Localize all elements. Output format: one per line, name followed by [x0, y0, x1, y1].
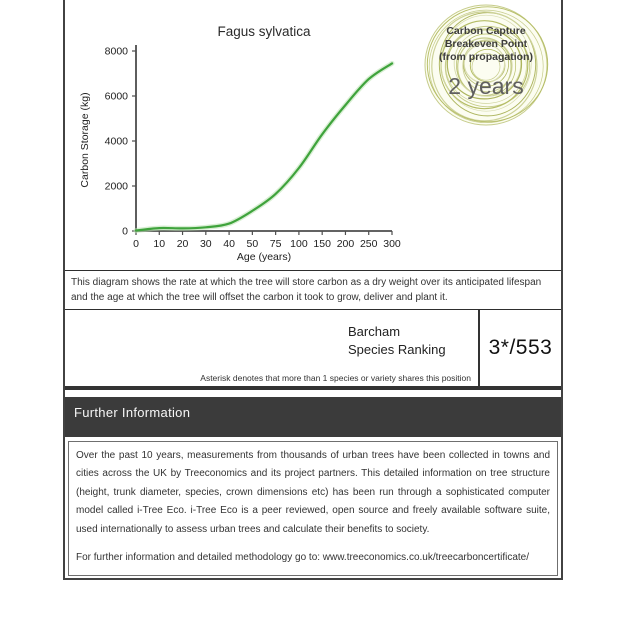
svg-text:200: 200 — [336, 238, 355, 250]
svg-text:2000: 2000 — [104, 180, 128, 193]
ranking-asterisk-note: Asterisk denotes that more than 1 species or variety shares this position — [200, 373, 471, 383]
svg-text:Carbon Storage (kg): Carbon Storage (kg) — [79, 92, 91, 188]
ranking-value: 3*/553 — [478, 310, 561, 386]
svg-text:30: 30 — [199, 238, 212, 250]
svg-text:100: 100 — [290, 238, 308, 250]
ranking-title — [348, 323, 446, 358]
svg-text:40: 40 — [223, 238, 235, 250]
svg-text:75: 75 — [269, 238, 282, 250]
spacer — [65, 390, 561, 397]
svg-text:250: 250 — [359, 238, 378, 250]
chart-section — [65, 0, 561, 271]
further-info-box — [68, 441, 558, 576]
chart-caption: This diagram shows the rate at which the tree will store carbon as a dry weight over its anticipated lifespan and the age at which the tree will offset the carbon it took to grow, deliver and plant it. — [65, 271, 561, 310]
svg-text:8000: 8000 — [104, 45, 128, 58]
badge-label-line3: (from propagation) — [439, 51, 533, 63]
svg-text:4000: 4000 — [104, 135, 128, 148]
svg-text:Age (years): Age (years) — [236, 251, 292, 263]
badge-value: 2 years — [448, 73, 524, 99]
further-info-paragraph: Over the past 10 years, measurements from thousands of urban trees have been collected in towns and cities across the UK by Treeconomics and its project partners. This detailed information on tree structure (height, trunk diameter, species, crown dimensions etc) has been run through a sophisticated computer model called i-Tree Eco. i-Tree Eco is a peer reviewed, open source and freely available software suite, used internationally to assess urban trees and calculate their benefits to society. — [76, 450, 550, 535]
svg-text:Fagus sylvatica: Fagus sylvatica — [217, 24, 311, 39]
svg-text:6000: 6000 — [104, 90, 128, 103]
species-ranking-section — [65, 310, 561, 390]
breakeven-badge — [422, 1, 550, 129]
svg-text:20: 20 — [176, 238, 189, 250]
further-info-link-line: For further information and detailed methodology go to: www.treeconomics.co.uk/treecarboncertificate/ — [76, 552, 530, 564]
badge-label-line2: Breakeven Point — [444, 38, 528, 50]
svg-text:150: 150 — [313, 238, 331, 250]
badge-text — [422, 1, 550, 100]
ranking-left-cell — [65, 310, 478, 386]
svg-text:0: 0 — [122, 225, 128, 238]
tree-carbon-certificate — [63, 0, 563, 580]
ranking-title-line1: Barcham — [348, 324, 401, 339]
svg-text:0: 0 — [133, 238, 139, 250]
further-info-header-bar — [65, 397, 561, 437]
svg-text:10: 10 — [153, 238, 166, 250]
svg-text:300: 300 — [383, 238, 401, 250]
svg-text:50: 50 — [246, 238, 259, 250]
badge-label-line1: Carbon Capture — [446, 25, 526, 37]
further-info-header: Further Information — [74, 405, 191, 420]
ranking-title-line2: Species Ranking — [348, 341, 446, 357]
